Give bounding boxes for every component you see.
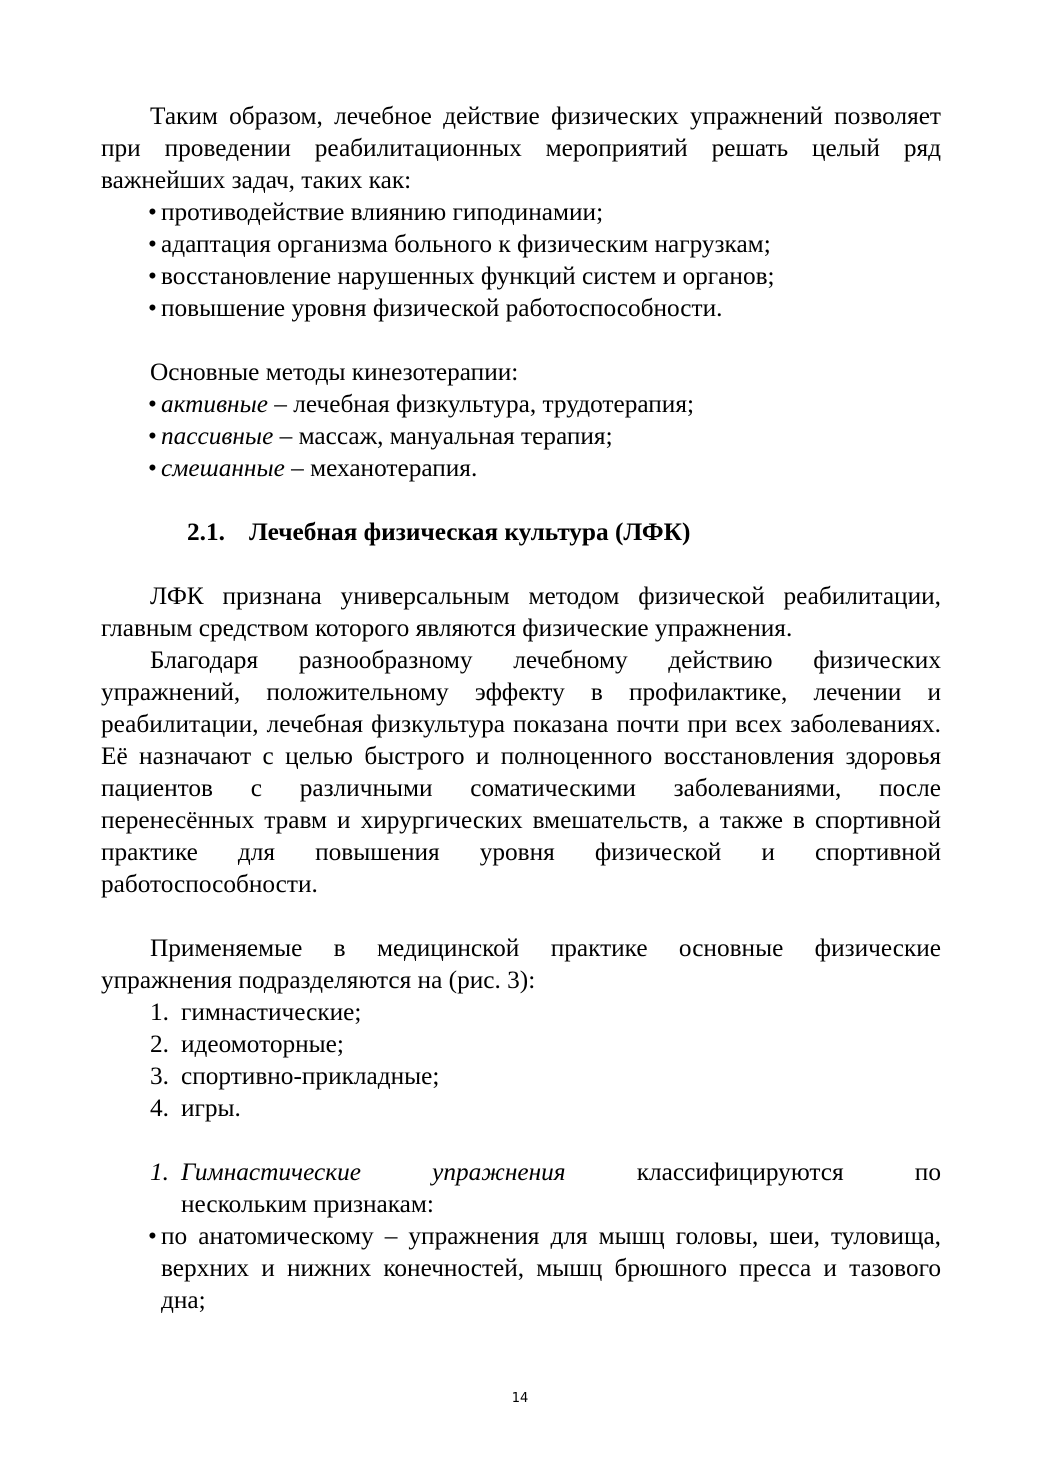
list-item: • по анатомическому – упражнения для мышц головы, шеи, туловища, верхних и нижних конечностей, мышц брюшного пресса и тазового дна; [148, 1222, 941, 1314]
list-item: 1. гимнастические; [150, 998, 362, 1026]
list-item: 4. игры. [150, 1094, 241, 1122]
bullet-icon: • [148, 390, 157, 418]
method-desc: – механотерапия. [284, 454, 478, 482]
gymnastic-line-1: Гимнастические упражнения классифицируются по [181, 1158, 941, 1186]
lfk-paragraph-1: ЛФК признана универсальным методом физической реабилитации, главным средством которого являются физические упражнения. [101, 582, 941, 642]
intro-paragraph: Таким образом, лечебное действие физических упражнений позволяет при проведении реабилитационных мероприятий решать целый ряд важнейших задач, таких как: [101, 102, 941, 194]
bullet-icon: • [148, 454, 157, 482]
lfk-paragraph-2: Благодаря разнообразному лечебному действию физических упражнений, положительному эффекту в профилактике, лечении и реабилитации, лечебная физкультура показана почти при всех заболеваниях. Её назначают с целью быстрого и полноценного восстановления здоровья пациентов с различными соматическими заболеваниями, после перенесённых травм и хирургических вмешательств, а также в спортивной практике для повышения уровня физической и спортивной работоспособности. [101, 646, 941, 898]
list-item: 2. идеомоторные; [150, 1030, 344, 1058]
bullet-icon: • [148, 294, 157, 322]
exercise-types-list [101, 996, 941, 1124]
list-item: • противодействие влиянию гиподинамии; [148, 198, 604, 226]
section-number: 2.1. [187, 518, 225, 546]
page-content [101, 100, 941, 1316]
list-item: • восстановление нарушенных функций систем и органов; [148, 262, 775, 290]
methods-list [101, 388, 941, 484]
page-number: 14 [511, 1391, 529, 1406]
bullet-icon: • [148, 262, 157, 290]
bullet-icon: • [148, 230, 157, 258]
method-term: активные [161, 390, 268, 418]
gymnastic-line-2: нескольким признакам: [181, 1190, 434, 1218]
method-desc: – лечебная физкультура, трудотерапия; [267, 390, 695, 418]
list-item: • адаптация организма больного к физическим нагрузкам; [148, 230, 771, 258]
gymnastic-item [101, 1156, 941, 1220]
section-heading [101, 516, 941, 548]
tasks-list [101, 196, 941, 324]
gymnastic-number: 1. [150, 1158, 169, 1186]
list-item [101, 420, 941, 452]
list-item [101, 452, 941, 484]
method-term: смешанные [161, 454, 285, 482]
bullet-icon: • [148, 1222, 157, 1250]
list-item: 3. спортивно-прикладные; [150, 1062, 440, 1090]
gymnastic-criteria-list [101, 1220, 941, 1316]
methods-title: Основные методы кинезотерапии: [150, 358, 519, 386]
method-term: пассивные [161, 422, 274, 450]
bullet-icon: • [148, 198, 157, 226]
method-desc: – массаж, мануальная терапия; [273, 422, 613, 450]
section-title: Лечебная физическая культура (ЛФК) [249, 518, 691, 546]
list-item [101, 388, 941, 420]
list-item: • повышение уровня физической работоспособности. [148, 294, 723, 322]
bullet-icon: • [148, 422, 157, 450]
exercises-paragraph: Применяемые в медицинской практике основные физические упражнения подразделяются на (рис. 3): [101, 934, 941, 994]
